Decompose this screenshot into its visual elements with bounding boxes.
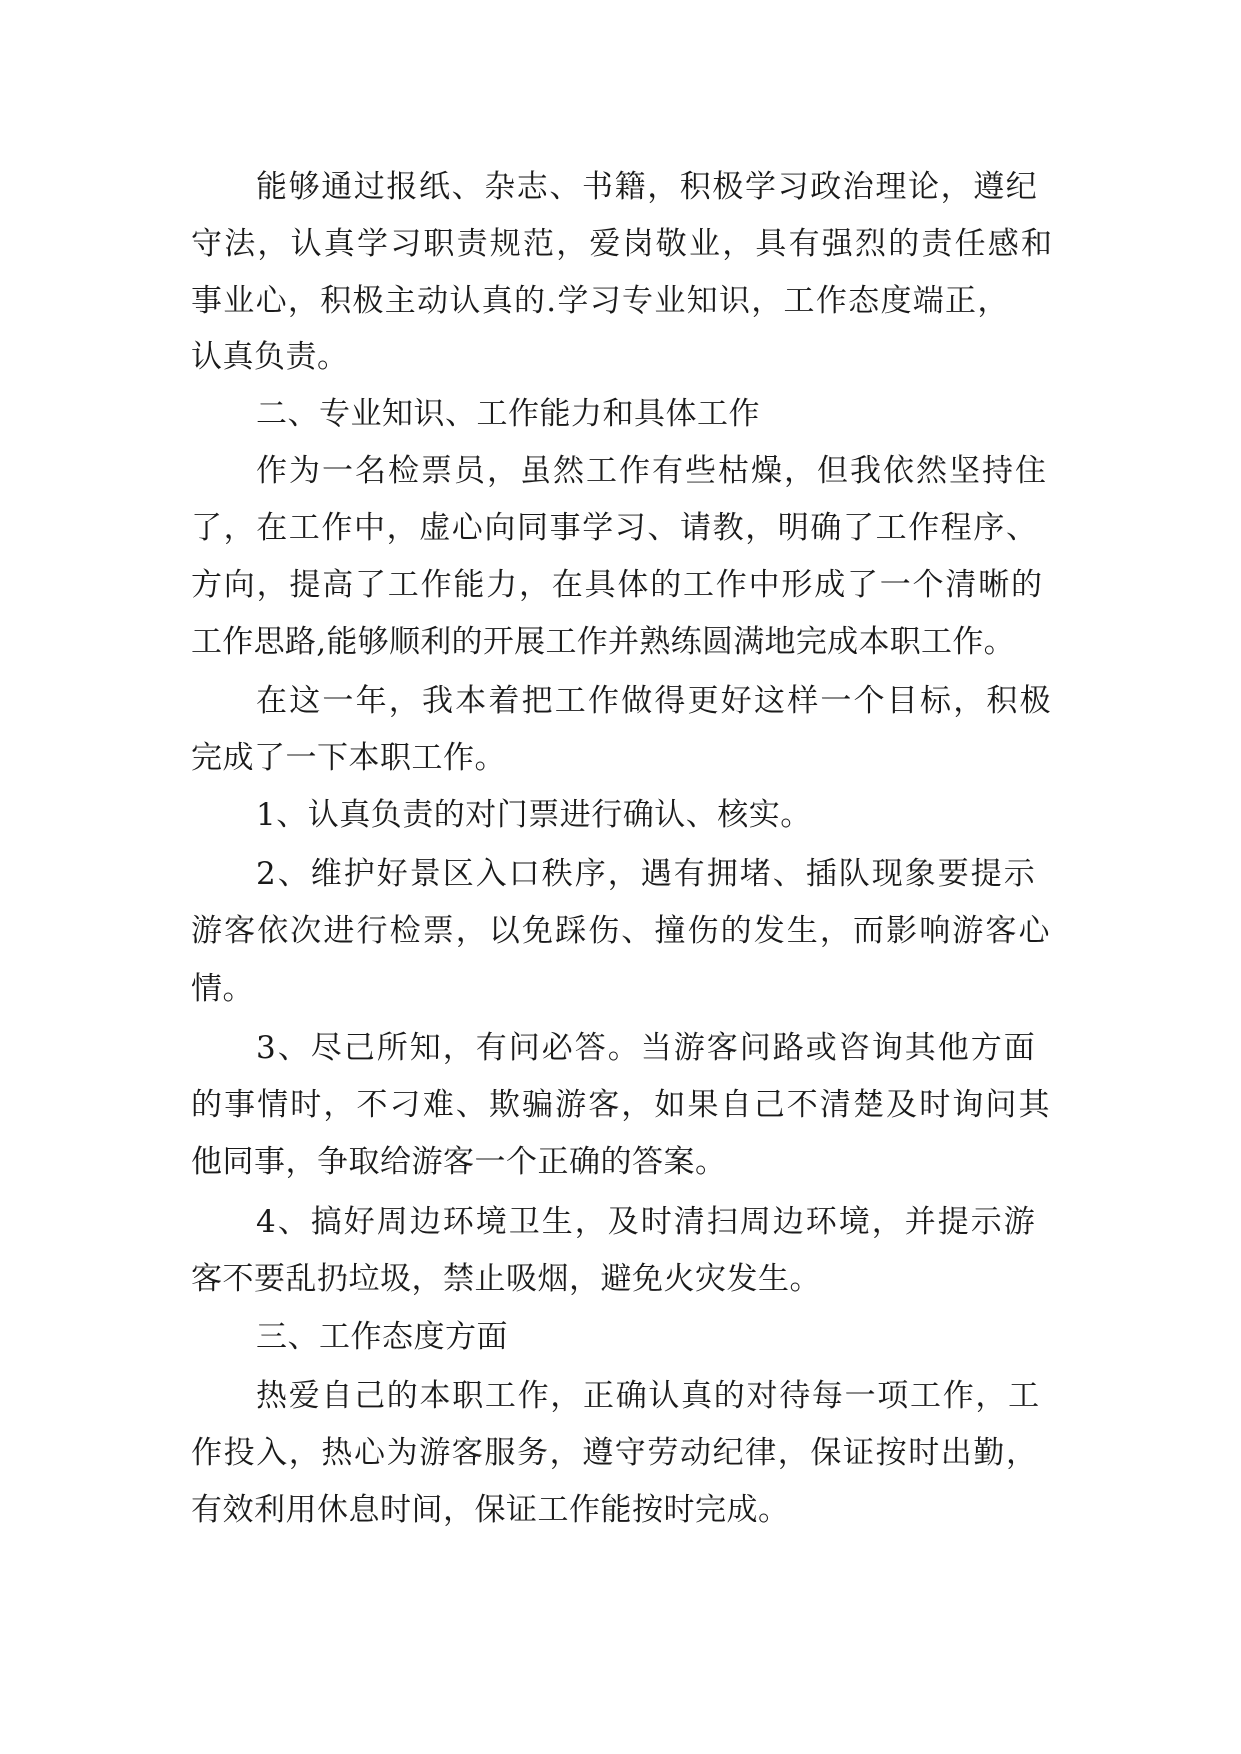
paragraph-line: 事业心，积极主动认真的.学习专业知识，工作态度端正， — [191, 283, 1010, 319]
paragraph-line: 热爱自己的本职工作，正确认真的对待每一项工作，工 — [256, 1378, 1041, 1414]
section-heading: 三、工作态度方面 — [256, 1319, 508, 1355]
list-item-line: 游客依次进行检票，以免踩伤、撞伤的发生，而影响游客心 — [191, 913, 1052, 949]
paragraph-line: 在这一年，我本着把工作做得更好这样一个目标，积极 — [256, 683, 1053, 719]
paragraph-line: 作投入，热心为游客服务，遵守劳动纪律，保证按时出勤， — [191, 1435, 1039, 1471]
list-item: 3、尽己所知，有问必答。当游客问路或咨询其他方面 — [256, 1030, 1037, 1066]
section-heading: 二、专业知识、工作能力和具体工作 — [256, 396, 760, 432]
list-item-line: 客不要乱扔垃圾，禁止吸烟，避免火灾发生。 — [191, 1261, 821, 1297]
paragraph-line: 了，在工作中，虚心向同事学习、请教，明确了工作程序、 — [191, 510, 1039, 546]
list-item: 1、认真负责的对门票进行确认、核实。 — [256, 797, 812, 833]
paragraph-line: 能够通过报纸、杂志、书籍，积极学习政治理论，遵纪 — [256, 169, 1039, 205]
list-item-line: 情。 — [191, 971, 254, 1007]
paragraph-line: 有效利用休息时间，保证工作能按时完成。 — [191, 1492, 790, 1528]
paragraph-line: 方向，提高了工作能力，在具体的工作中形成了一个清晰的 — [191, 567, 1044, 603]
paragraph-line: 完成了一下本职工作。 — [191, 740, 506, 776]
paragraph-line: 认真负责。 — [191, 339, 349, 375]
list-item-line: 的事情时，不刁难、欺骗游客，如果自己不清楚及时询问其 — [191, 1087, 1052, 1123]
list-item: 4、搞好周边环境卫生，及时清扫周边环境，并提示游 — [256, 1204, 1037, 1240]
list-item-line: 他同事，争取给游客一个正确的答案。 — [191, 1144, 727, 1180]
paragraph-line: 守法，认真学习职责规范，爱岗敬业，具有强烈的责任感和 — [191, 226, 1055, 262]
list-item: 2、维护好景区入口秩序，遇有拥堵、插队现象要提示 — [256, 856, 1037, 892]
paragraph-line: 作为一名检票员，虽然工作有些枯燥，但我依然坚持住 — [256, 453, 1048, 489]
paragraph-line: 工作思路,能够顺利的开展工作并熟练圆满地完成本职工作。 — [191, 624, 1015, 660]
